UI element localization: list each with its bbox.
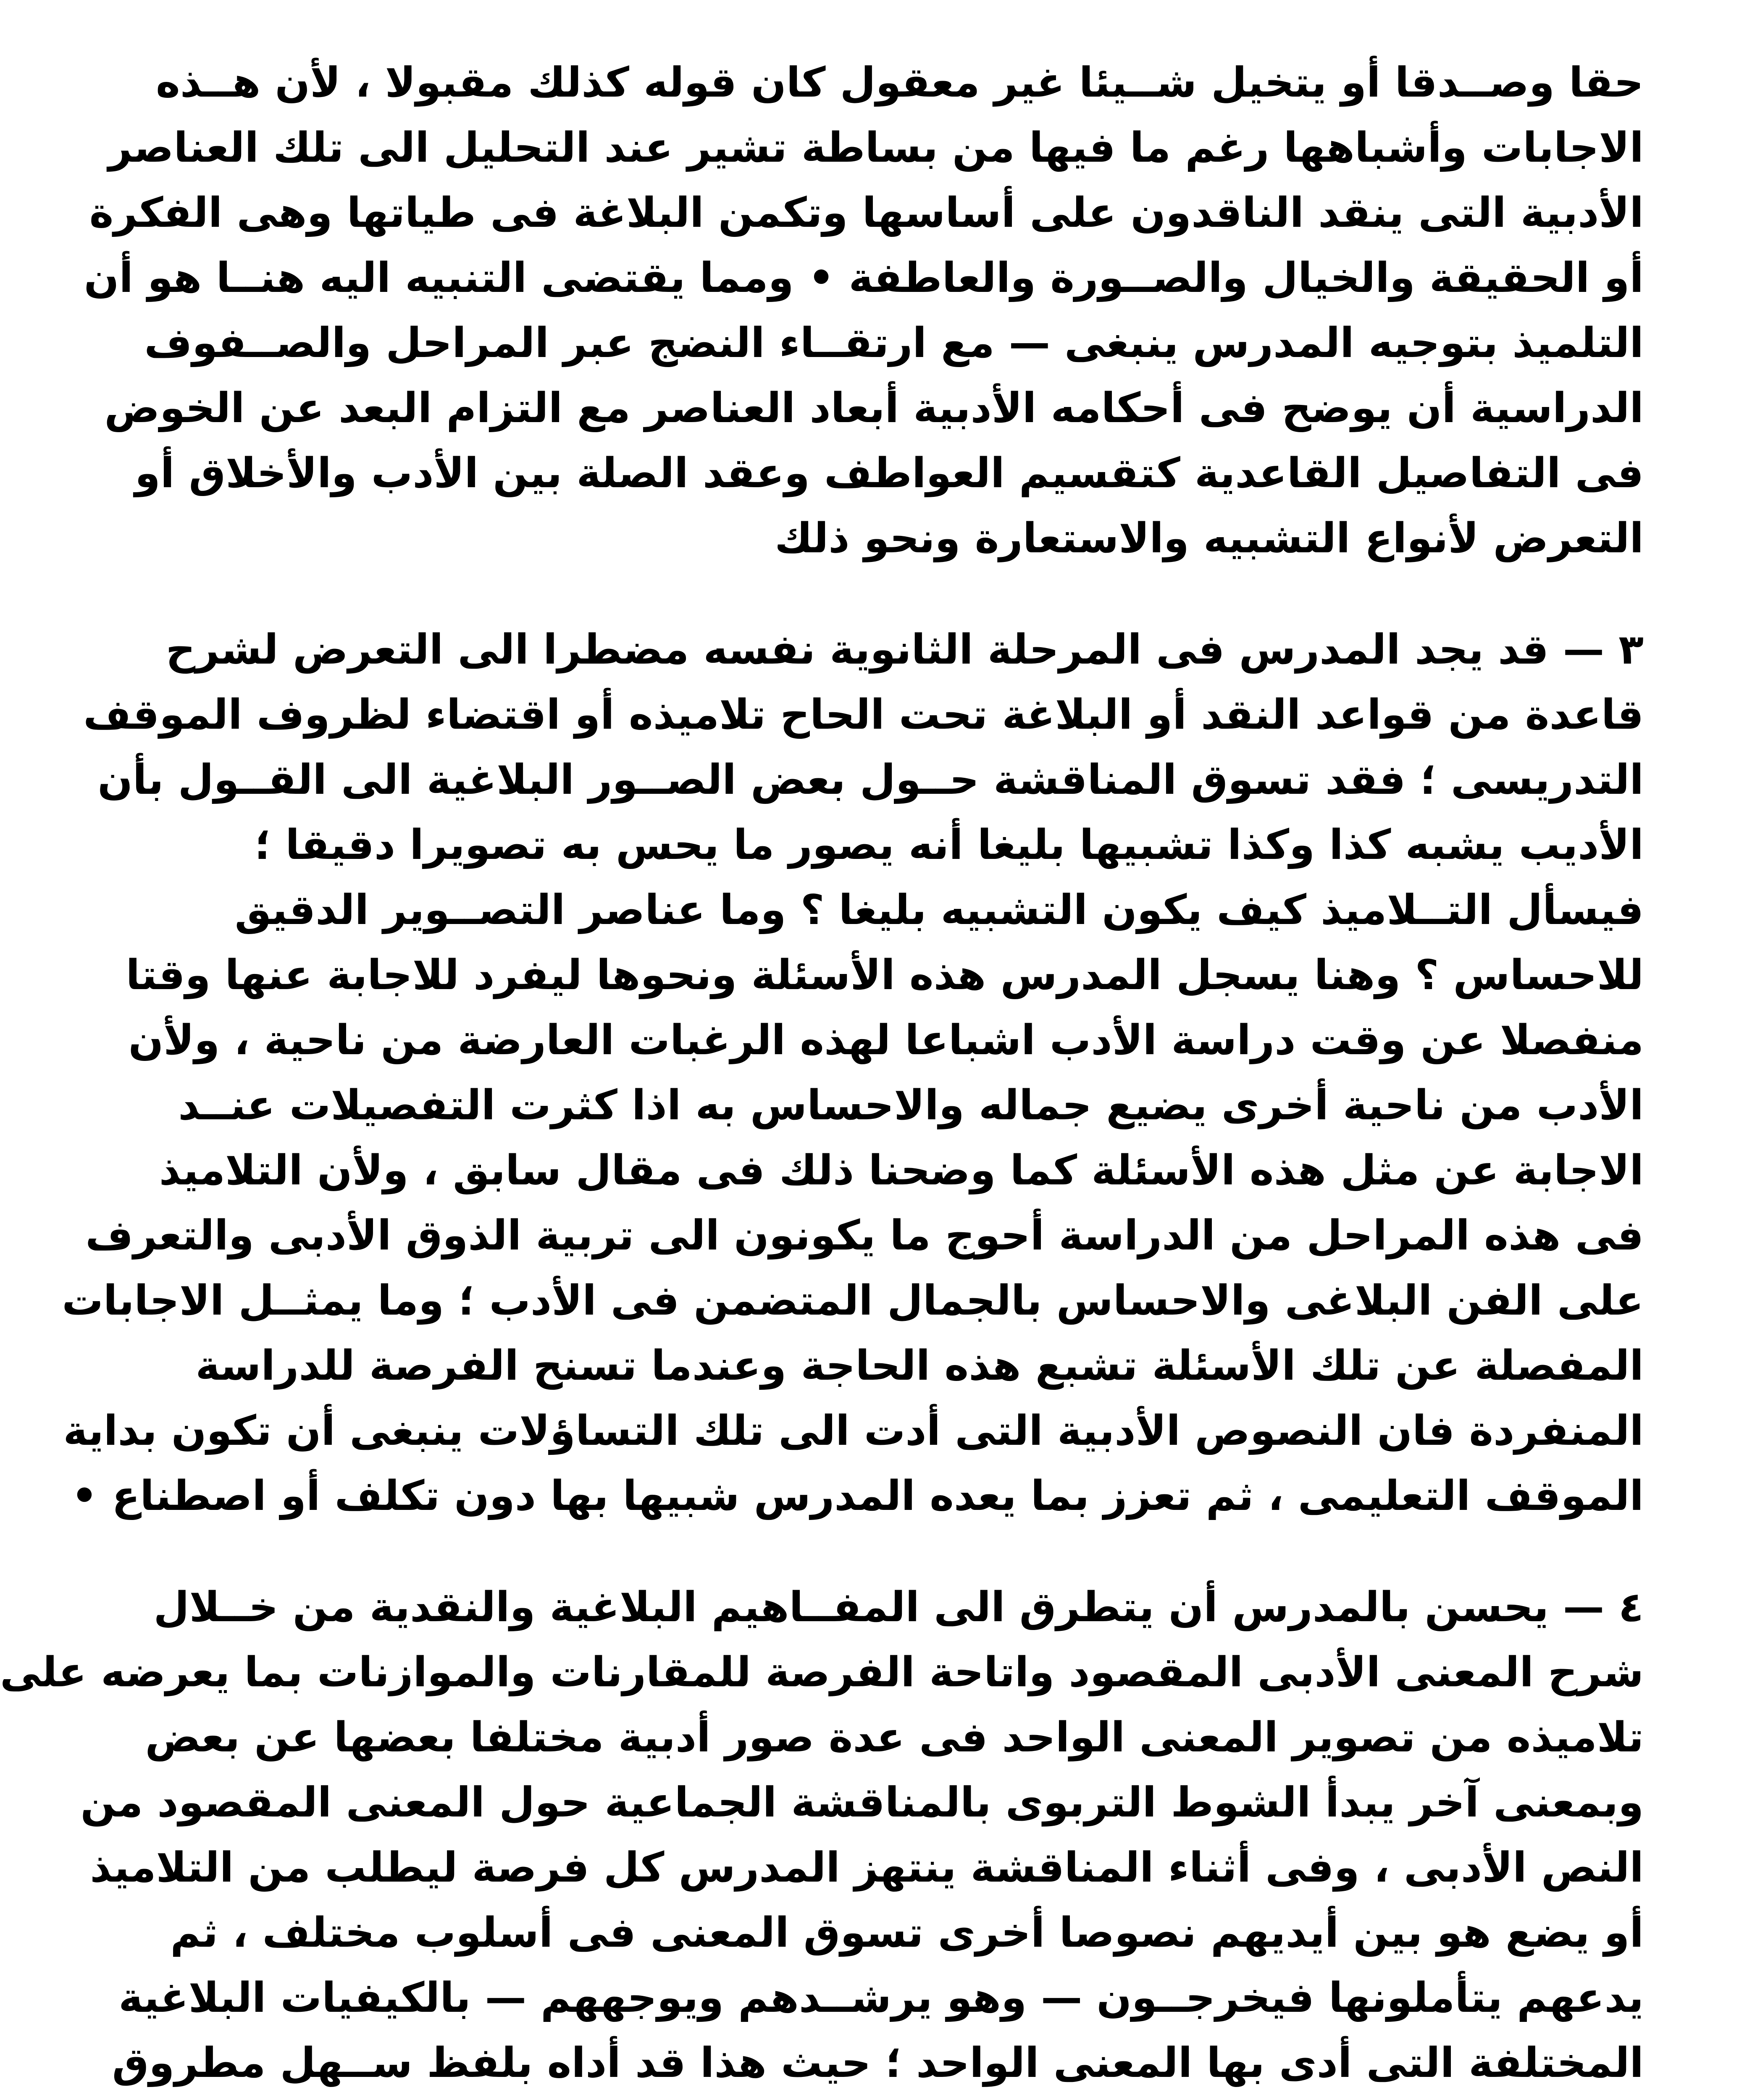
text-line: النص الأدبى ، وفى أثناء المناقشة ينتهز المدرس كل فرصة ليطلب من التلاميذ xyxy=(90,1844,1644,1892)
document-page xyxy=(0,50,1644,2100)
text-line: الاجابة عن مثل هذه الأسئلة كما وضحنا ذلك فى مقال سابق ، ولأن التلاميذ xyxy=(159,1147,1644,1194)
text-line: للاحساس ؟ وهنا يسجل المدرس هذه الأسئلة ونحوها ليفرد للاجابة عنها وقتا xyxy=(126,951,1644,999)
text-line: الاجابات وأشباهها رغم ما فيها من بساطة تشير عند التحليل الى تلك العناصر xyxy=(108,124,1644,172)
text-line: أو الحقيقة والخيال والصــورة والعاطفة • ومما يقتضى التنبيه اليه هنــا هو أن xyxy=(84,254,1644,302)
text-line: الأديب يشبه كذا وكذا تشبيها بليغا أنه يصور ما يحس به تصويرا دقيقا ؛ xyxy=(255,821,1644,869)
text-line: التدريسى ؛ فقد تسوق المناقشة حــول بعض الصــور البلاغية الى القــول بأن xyxy=(97,756,1644,804)
text-line: المفصلة عن تلك الأسئلة تشبع هذه الحاجة وعندما تسنح الفرصة للدراسة xyxy=(195,1342,1644,1390)
text-line: منفصلا عن وقت دراسة الأدب اشباعا لهذه الرغبات العارضة من ناحية ، ولأن xyxy=(128,1016,1644,1064)
text-line: فيسأل التــلاميذ كيف يكون التشبيه بليغا ؟ وما عناصر التصــوير الدقيق xyxy=(234,886,1644,934)
text-line: الأدبية التى ينقد الناقدون على أساسها وتكمن البلاغة فى طياتها وهى الفكرة xyxy=(89,189,1644,237)
text-line: أو يضع هو بين أيديهم نصوصا أخرى تسوق المعنى فى أسلوب مختلف ، ثم xyxy=(170,1909,1644,1957)
text-line: شرح المعنى الأدبى المقصود واتاحة الفرصة للمقارنات والموازنات بما يعرضه على xyxy=(0,1648,1644,1696)
text-line xyxy=(308,2096,1644,2100)
text-line: فى التفاصيل القاعدية كتقسيم العواطف وعقد الصلة بين الأدب والأخلاق أو xyxy=(134,449,1644,497)
text-line: ٣ — قد يجد المدرس فى المرحلة الثانوية نفسه مضطرا الى التعرض لشرح xyxy=(166,626,1644,674)
paragraph-gap xyxy=(308,571,1644,617)
text-line: حقا وصــدقا أو يتخيل شــيئا غير معقول كان قوله كذلك مقبولا ، لأن هــذه xyxy=(156,59,1644,107)
text-line: الموقف التعليمى ، ثم تعزز بما يعده المدرس شبيها بها دون تكلف أو اصطناع • xyxy=(71,1472,1644,1520)
text-line: قاعدة من قواعد النقد أو البلاغة تحت الحاح تلاميذه أو اقتضاء لظروف الموقف xyxy=(83,691,1644,739)
text-line: الدراسية أن يوضح فى أحكامه الأدبية أبعاد العناصر مع التزام البعد عن الخوض xyxy=(104,384,1644,432)
paragraph-gap xyxy=(308,1529,1644,1575)
paragraph-2 xyxy=(62,617,1644,1529)
paragraph-3 xyxy=(0,1575,1644,2100)
text-line: فى هذه المراحل من الدراسة أحوج ما يكونون الى تربية الذوق الأدبى والتعرف xyxy=(85,1212,1644,1260)
paragraph-1 xyxy=(84,50,1644,571)
text-line: تلاميذه من تصوير المعنى الواحد فى عدة صور أدبية مختلفا بعضها عن بعض xyxy=(145,1714,1644,1761)
text-line: يدعهم يتأملونها فيخرجــون — وهو يرشــدهم ويوجههم — بالكيفيات البلاغية xyxy=(118,1974,1644,2022)
text-line: المختلفة التى أدى بها المعنى الواحد ؛ حيث هذا قد أداه بلفظ ســهل مطروق xyxy=(112,2039,1644,2087)
text-line: المنفردة فان النصوص الأدبية التى أدت الى تلك التساؤلات ينبغى أن تكون بداية xyxy=(63,1407,1644,1455)
text-line: التلميذ بتوجيه المدرس ينبغى — مع ارتقــاء النضج عبر المراحل والصــفوف xyxy=(144,319,1644,367)
text-line: الأدب من ناحية أخرى يضيع جماله والاحساس به اذا كثرت التفصيلات عنــد xyxy=(178,1082,1644,1129)
text-line: وبمعنى آخر يبدأ الشوط التربوى بالمناقشة الجماعية حول المعنى المقصود من xyxy=(80,1779,1644,1827)
text-line: ٤ — يحسن بالمدرس أن يتطرق الى المفــاهيم البلاغية والنقدية من خــلال xyxy=(153,1583,1644,1631)
text-line: التعرض لأنواع التشبيه والاستعارة ونحو ذلك xyxy=(775,514,1644,562)
text-line: على الفن البلاغى والاحساس بالجمال المتضمن فى الأدب ؛ وما يمثــل الاجابات xyxy=(62,1277,1644,1325)
